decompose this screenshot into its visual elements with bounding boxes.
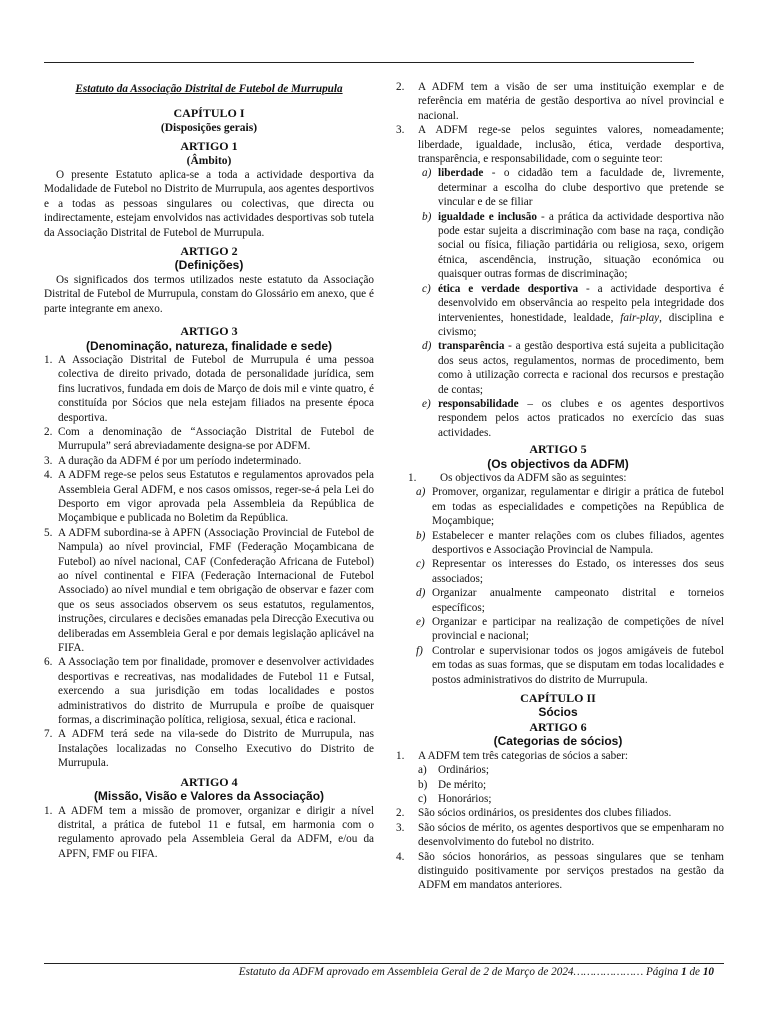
item-number: 2. [396,81,405,93]
item-letter: a) [416,486,426,499]
objectives-list [392,485,724,687]
list-item [392,850,724,893]
item-text: Representar os interesses do Estado, os interesses dos seus associados; [432,558,724,585]
item-letter: e) [422,397,431,410]
item-number: 1. [396,749,405,762]
article-4-subtitle: (Missão, Visão e Valores da Associação) [93,789,325,804]
item-text: São sócios ordinários, os presidentes dos clubes filiados. [418,807,672,820]
page-total: 10 [702,966,714,978]
article-5-heading: ARTIGO 5 [529,442,587,457]
item-letter: b) [418,778,428,791]
item-number: 2. [396,807,405,820]
list-item [392,123,724,166]
item-number: 1. [408,471,417,484]
item-number: 5. [44,526,53,539]
item-text: A ADFM subordina-se à APFN (Associação Provincial de Futebol de Nampula) ao nível provincial, FMF (Federação Moçambicana de Futebol) ao nível nacional, CAF (Confederação Africana de Futebol) ao nível continental e FIFA (Federação Internacional de Futebol Associado) ao nível mundial e tem obrigação de observar e fazer com que os seus associados observem os seus estatutos, regulamentos, instruções, circulares e decisões emanadas pela Direcção Executiva ou deliberadas em Assembleia Geral e por demais legislação aplicável na FIFA. [58,526,374,655]
objective-item [410,485,724,528]
footer-rule [44,963,724,964]
page-footer [44,966,714,978]
value-item [414,282,724,340]
list-item [44,425,374,454]
value-text: - a actividade desportiva é desenvolvido em observância ao respeito pela integridade dos intervenientes, honestidade, lealdade, [438,282,725,324]
list-item [392,80,724,123]
right-column [392,80,724,893]
objective-item [410,557,724,586]
article-3-list [44,353,374,771]
page-number: 1 [681,966,687,978]
item-text: Organizar e participar na realização de competições de nível provincial e nacional; [432,616,724,643]
item-text: A ADFM rege-se pelos seus Estatutos e regulamentos aprovados pela Assembleia Geral ADFM, e nos casos omissos, reger-se-á pela Lei do Desporto em vigor aprovada pela Assembleia da República de Moçambique e publicada no Boletim da República. [58,469,374,525]
item-number: 6. [44,656,53,669]
list-item [392,806,724,820]
article-2-subtitle: (Definições) [174,258,244,273]
item-number: 1. [44,804,53,817]
item-number: 3. [44,454,53,467]
item-text: A ADFM terá sede na vila-sede do Distrito de Murrupula, nas Instalações localizadas no Conselho Executivo do Distrito de Murrupula. [58,728,374,770]
value-item [414,339,724,397]
value-text: - a prática da actividade desportiva não pode estar sujeita a discriminação com base na raça, condição social ou física, filiação partidária ou religiosa, sexo, origem étnica, ascendência, instrução, situação económica ou quaisquer outras formas de discriminação; [438,210,725,281]
list-item [44,655,374,727]
item-letter: a) [422,167,432,180]
item-text: Honorários; [438,792,492,805]
value-item [414,397,724,440]
value-term: liberdade [438,167,484,180]
value-term: igualdade e inclusão [438,210,537,223]
item-number: 3. [396,124,405,137]
article-5-subtitle: (Os objectivos da ADFM) [487,456,629,471]
item-text: Promover, organizar, regulamentar e dirigir a prática de futebol em todas as especialidades e competições na República de Moçambique; [432,486,724,528]
item-letter: e) [416,616,425,629]
article-4-list-part2 [392,80,724,166]
item-letter: b) [416,529,426,542]
item-text: A duração da ADFM é por um período indeterminado. [58,454,302,467]
value-text-end: , disciplina e civismo; [438,311,724,338]
item-number: 2. [44,425,53,438]
item-number: 4. [44,469,53,482]
chapter-1-heading: CAPÍTULO I [173,106,245,121]
item-text: Ordinários; [438,764,489,777]
article-2-text: Os significados dos termos utilizados neste estatuto da Associação Distrital de Futebol de Murrupula, constam do Glossário em anexo, que é parte integrante em anexo. [44,273,374,315]
article-1-subtitle: (Âmbito) [186,154,232,167]
document-title: Estatuto da Associação Distrital de Futebol de Murrupula [75,83,343,95]
item-text: Controlar e supervisionar todos os jogos amigáveis de futebol em todas as suas formas, que se disputam em todas localidades e postos administrativos do distrito de Murrupula. [432,644,724,686]
objective-item [410,529,724,558]
article-5-intro [392,471,724,485]
member-categories [392,763,724,806]
item-letter: c) [422,282,431,295]
article-6-subtitle: (Categorias de sócios) [493,734,623,749]
chapter-1-subtitle: (Disposições gerais) [160,121,258,134]
item-letter: d) [422,340,432,353]
item-letter: d) [416,587,426,600]
value-text: – os clubes e os agentes desportivos respondem pelos actos praticados no exercício das suas actividades. [438,397,724,439]
category-item [414,763,724,777]
list-item [44,353,374,425]
chapter-2-heading: CAPÍTULO II [520,691,596,706]
item-letter: b) [422,210,432,223]
article-6-heading: ARTIGO 6 [529,719,587,734]
value-term: ética e verdade desportiva [438,282,579,295]
item-text: A Associação Distrital de Futebol de Murrupula é uma pessoa colectiva de direito privado, dotada de personalidade jurídica, sem fins lucrativos, fundada em dois de Março de dois mil e vinte quatro, é constituída por Sócios que nela estejam filiados na presente época desportiva. [58,353,374,424]
values-list [392,166,724,440]
value-item [414,210,724,282]
item-letter: c) [418,792,427,805]
item-text: Os objectivos da ADFM são as seguintes: [440,471,627,484]
item-text: A ADFM tem três categorias de sócios a saber: [418,749,629,762]
objective-item [410,644,724,687]
item-letter: c) [416,558,425,571]
list-item [44,454,374,468]
objective-item [410,586,724,615]
item-text: Estabelecer e manter relações com os clubes filiados, agentes desportivos e Associação Provincial de Nampula. [432,529,724,556]
footer-text: Estatuto da ADFM aprovado em Assembleia Geral de 2 de Março de 2024………………… Página [238,966,682,978]
item-letter: a) [418,764,427,777]
value-text: - a gestão desportiva está sujeita a publicitação dos seus actos, regulamentos, normas de procedimento, bem como à utilização correcta e racional dos recursos e prestação de contas; [438,340,724,396]
item-text: São sócios honorários, as pessoas singulares que se tenham distinguido positivamente por serviços prestados na gestão da ADFM em mandatos anteriores. [418,850,724,892]
list-item [392,821,724,850]
article-6-list-cont [392,806,724,892]
category-item [414,778,724,792]
value-item [414,166,724,209]
item-number: 7. [44,728,53,741]
article-1-text: O presente Estatuto aplica-se a toda a actividade desportiva da Modalidade de Futebol no Distrito de Murrupula, aos agentes desportivos e a todas as pessoas singulares ou colectivas, que directa ou indirectamente, estejam envolvidos nas actividades desportivas sob tutela da Associação Distrital de Futebol de Murrupula. [44,169,374,239]
article-3-subtitle: (Denominação, natureza, finalidade e sede) [85,338,333,353]
list-item [44,526,374,656]
value-term: transparência [438,340,505,353]
category-item [414,792,724,806]
list-item [44,804,374,862]
objective-item [410,615,724,644]
item-text: A ADFM rege-se pelos seguintes valores, nomeadamente; liberdade, igualdade, inclusão, ética, verdade desportiva, transparência, e responsabilidade, com o seguinte teor: [418,124,724,166]
article-3-heading: ARTIGO 3 [180,324,238,339]
header-rule [44,62,694,63]
item-number: 1. [44,353,53,366]
item-number: 3. [396,821,405,834]
list-item [44,468,374,526]
value-text: - o cidadão tem a faculdade de, livremente, determinar a escolha do clube desportivo que pretende se vincular e de se filiar [438,167,724,209]
item-text: De mérito; [438,778,487,791]
item-text: São sócios de mérito, os agentes desportivos que se empenharam no desenvolvimento do futebol no distrito. [418,821,724,849]
footer-of: de [686,966,703,978]
value-term: responsabilidade [438,397,519,410]
item-number: 4. [396,850,405,863]
left-column [44,80,374,861]
article-1-heading: ARTIGO 1 [180,139,238,154]
item-text: A ADFM tem a visão de ser uma instituição exemplar e de referência em matéria de gestão desportiva ao nível provincial e nacional. [418,81,724,122]
list-item [44,727,374,770]
article-2-heading: ARTIGO 2 [180,244,238,259]
item-text: Com a denominação de “Associação Distrital de Futebol de Murrupula” será abreviadamente designa-se por ADFM. [58,425,374,453]
article-4-list-part1 [44,804,374,862]
article-4-heading: ARTIGO 4 [180,774,238,789]
list-item [392,749,724,763]
chapter-2-subtitle: Sócios [538,705,578,720]
item-letter: f) [416,644,423,657]
value-italic-term: fair-play [620,311,660,324]
item-text: A ADFM tem a missão de promover, organizar e dirigir a nível distrital, a prática de futebol 11 e futsal, em harmonia com o regulamento aprovado pela Assembleia Geral da ADFM, e/ou da APFN, FMF ou FIFA. [58,804,374,860]
item-text: A Associação tem por finalidade, promover e desenvolver actividades desportivas e recreativas, nas modalidades de Futebol 11 e Futsal, exercendo a sua jurisdição em todas localidades e postos administrativos do distrito de Murrupula e proíbe de quaisquer formas, a discriminação política, religiosa, sexual, ética e racional. [58,656,374,727]
item-text: Organizar anualmente campeonato distrital e torneios específicos; [432,587,724,614]
article-6-list [392,749,724,763]
